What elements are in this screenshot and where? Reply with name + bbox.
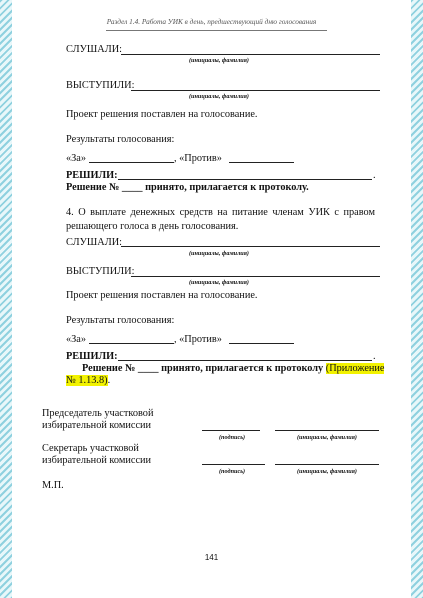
heard-label: СЛУШАЛИ: <box>66 44 122 55</box>
spoke-initials-caption: (инициалы, фамилия) <box>189 93 249 100</box>
item4-text: 4. О выплате денежных средств на питание членам УИК с правом решающего голоса в день голосования. <box>66 207 375 232</box>
heard-initials-caption: (инициалы, фамилия) <box>189 57 249 64</box>
chair-signature-line <box>202 430 260 431</box>
decided-line <box>118 179 372 180</box>
results-label-2: Результаты голосования: <box>66 315 175 326</box>
decision-period: . <box>107 375 111 386</box>
decision-text: Решение № ____ принято, прилагается к протоколу. <box>66 182 309 193</box>
chair-name-caption: (инициалы, фамилия) <box>297 434 357 441</box>
heard-label-2: СЛУШАЛИ: <box>66 237 122 248</box>
appendix-close: ) <box>104 375 108 386</box>
heard-initials-caption-2: (инициалы, фамилия) <box>189 250 249 257</box>
appendix-open[interactable]: (Приложение <box>325 363 385 374</box>
chair-name-line <box>275 430 379 431</box>
left-decorative-stripe <box>0 0 12 598</box>
document-page <box>14 0 409 598</box>
right-decorative-stripe <box>411 0 423 598</box>
secretary-name-line <box>275 464 379 465</box>
heard-line <box>121 54 380 55</box>
appendix-link[interactable]: № 1.13.8 <box>66 375 105 386</box>
against-line-2 <box>229 343 294 344</box>
against-label-2: , «Против» <box>174 334 222 345</box>
decided-label-2: РЕШИЛИ: <box>66 351 118 362</box>
decision-text-2-cont <box>66 375 110 387</box>
header-rule <box>106 30 327 31</box>
decided-line-2 <box>118 360 372 361</box>
draft-text: Проект решения поставлен на голосование. <box>66 109 258 120</box>
spoke-line <box>131 90 380 91</box>
secretary-signature-line <box>202 464 265 465</box>
draft-text-2: Проект решения поставлен на голосование. <box>66 290 258 301</box>
spoke-initials-caption-2: (инициалы, фамилия) <box>189 279 249 286</box>
stamp-label: М.П. <box>42 480 64 491</box>
running-header: Раздел 1.4. Работа УИК в день, предшествующий дню голосования <box>106 17 317 26</box>
page-number: 141 <box>204 553 219 562</box>
spoke-label: ВЫСТУПИЛИ: <box>66 80 135 91</box>
secretary-label-1: Секретарь участковой <box>42 443 139 454</box>
chair-signature-caption: (подпись) <box>219 434 246 441</box>
results-label: Результаты голосования: <box>66 134 175 145</box>
for-label-2: «За» <box>66 334 87 345</box>
chair-label-1: Председатель участковой <box>42 408 154 419</box>
secretary-signature-caption: (подпись) <box>219 468 246 475</box>
secretary-name-caption: (инициалы, фамилия) <box>297 468 357 475</box>
for-line <box>89 162 174 163</box>
for-label: «За» <box>66 153 87 164</box>
chair-label-2: избирательной комиссии <box>42 420 152 431</box>
spoke-line-2 <box>131 276 380 277</box>
decision-prefix: Решение № ____ принято, прилагается к протоколу <box>82 363 326 374</box>
heard-line-2 <box>121 246 380 247</box>
against-line <box>229 162 294 163</box>
for-line-2 <box>89 343 174 344</box>
against-label: , «Против» <box>174 153 222 164</box>
decided-period-2: . <box>373 351 376 362</box>
decided-period: . <box>373 170 376 181</box>
spoke-label-2: ВЫСТУПИЛИ: <box>66 266 135 277</box>
decision-text-2 <box>82 363 384 375</box>
decided-label: РЕШИЛИ: <box>66 170 118 181</box>
secretary-label-2: избирательной комиссии <box>42 455 152 466</box>
